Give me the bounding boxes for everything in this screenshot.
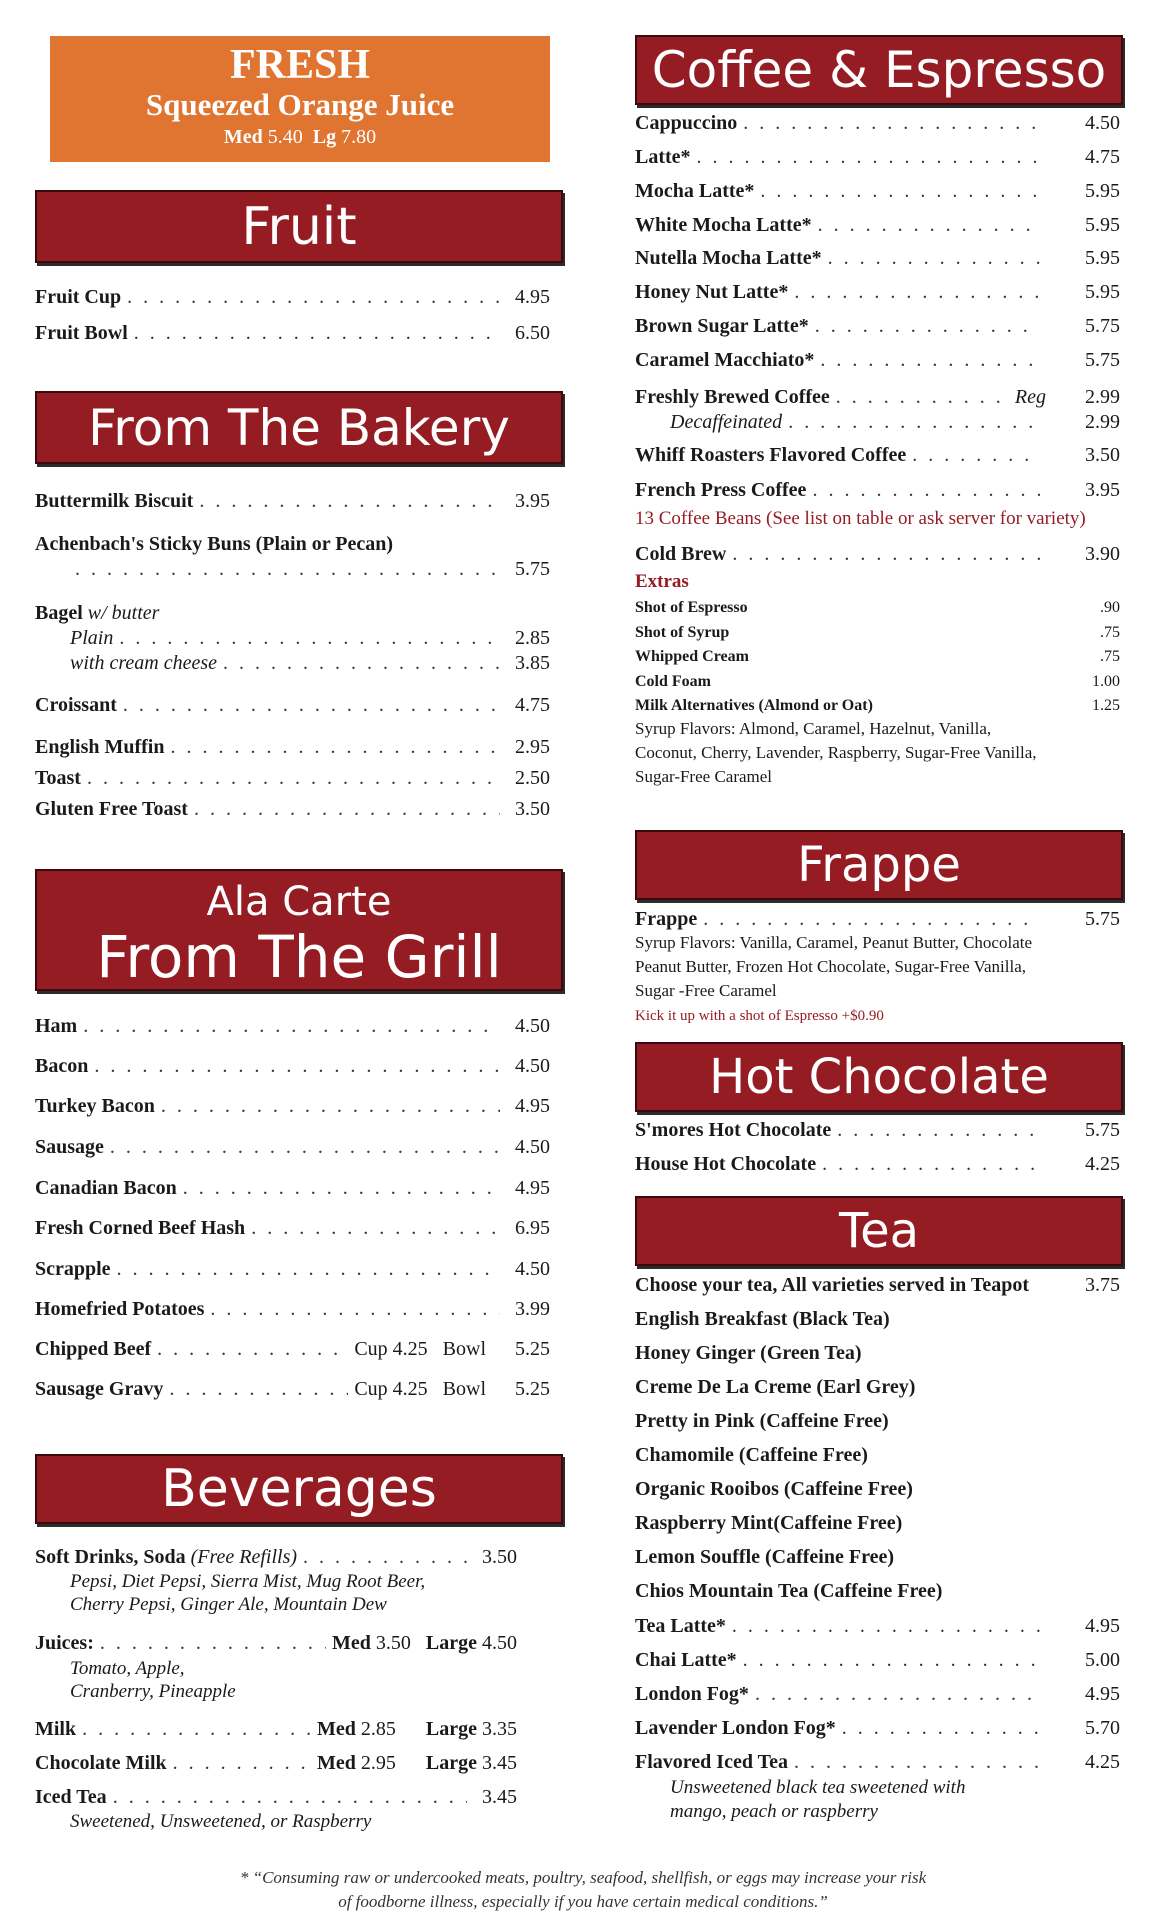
menu-item: Bagel w/ butter bbox=[35, 602, 160, 624]
menu-item: Choose your tea, All varieties served in Teapot 3.75 bbox=[635, 1274, 1120, 1296]
menu-item: Gluten Free Toast . . . 3.50 bbox=[35, 796, 550, 822]
menu-item: Bacon . . . 4.50 bbox=[35, 1053, 550, 1079]
iced-tea-varieties: Sweetened, Unsweetened, or Raspberry bbox=[70, 1811, 372, 1832]
menu-item: Latte* . . . 4.75 bbox=[635, 144, 1120, 170]
menu-item: Buttermilk Biscuit . . . 3.95 bbox=[35, 488, 550, 514]
consumer-advisory: of foodborne illness, especially if you have certain medical conditions.” bbox=[338, 1892, 828, 1911]
frappe-espresso-note: Kick it up with a shot of Espresso +$0.90 bbox=[635, 1008, 884, 1024]
menu-item: English Muffin . . . 2.95 bbox=[35, 734, 550, 760]
menu-item: Fruit Cup . . . 4.95 bbox=[35, 284, 550, 310]
frappe-flavors: Syrup Flavors: Vanilla, Caramel, Peanut Butter, Chocolate bbox=[635, 933, 1033, 952]
section-header-tea: Tea bbox=[635, 1196, 1123, 1266]
section-header-hot-chocolate: Hot Chocolate bbox=[635, 1042, 1123, 1112]
tea-variety: Raspberry Mint(Caffeine Free) bbox=[635, 1512, 903, 1534]
extra-item: Shot of Espresso .90 bbox=[635, 599, 1120, 616]
tea-variety: Chamomile (Caffeine Free) bbox=[635, 1444, 868, 1466]
menu-item: Chai Latte* . . . 5.00 bbox=[635, 1647, 1120, 1673]
tea-variety: Chios Mountain Tea (Caffeine Free) bbox=[635, 1580, 943, 1602]
menu-item: Iced Tea . . . 3.45 bbox=[35, 1784, 517, 1810]
menu-item: Freshly Brewed Coffee . . . Reg 2.99 bbox=[635, 384, 1120, 410]
menu-item: Juices: . . . Med 3.50 Large 4.50 bbox=[35, 1630, 517, 1656]
extra-item: Shot of Syrup .75 bbox=[635, 623, 1120, 641]
section-header-grill bbox=[35, 869, 563, 991]
juice-varieties: Tomato, Apple, bbox=[70, 1658, 185, 1679]
menu-item: Cappuccino . . . 4.50 bbox=[635, 110, 1120, 136]
menu-item: House Hot Chocolate . . . 4.25 bbox=[635, 1151, 1120, 1177]
menu-item: Sausage . . . 4.50 bbox=[35, 1134, 550, 1160]
tea-variety: Honey Ginger (Green Tea) bbox=[635, 1342, 862, 1364]
frappe-flavors: Peanut Butter, Frozen Hot Chocolate, Sugar-Free Vanilla, bbox=[635, 957, 1026, 976]
menu-item: Achenbach's Sticky Buns (Plain or Pecan) bbox=[35, 533, 393, 555]
menu-item: Sausage Gravy . . . Cup 4.25 Bowl 5.25 bbox=[35, 1376, 550, 1402]
menu-item: Cold Brew . . . 3.90 bbox=[635, 541, 1120, 567]
section-header-coffee: Coffee & Espresso bbox=[635, 35, 1123, 105]
menu-item: Fresh Corned Beef Hash . . . 6.95 bbox=[35, 1215, 550, 1241]
juice-varieties: Cranberry, Pineapple bbox=[70, 1681, 236, 1702]
menu-item: S'mores Hot Chocolate . . . 5.75 bbox=[635, 1117, 1120, 1143]
soda-varieties: Pepsi, Diet Pepsi, Sierra Mist, Mug Root Beer, bbox=[70, 1571, 426, 1592]
frappe-flavors: Sugar -Free Caramel bbox=[635, 981, 777, 1000]
coffee-beans-note: 13 Coffee Beans (See list on table or ask server for variety) bbox=[635, 508, 1086, 529]
extra-item: Cold Foam 1.00 bbox=[635, 672, 1120, 690]
menu-item: Brown Sugar Latte* . . . 5.75 bbox=[635, 313, 1120, 339]
menu-item: Toast . . . 2.50 bbox=[35, 765, 550, 791]
iced-tea-note: mango, peach or raspberry bbox=[670, 1801, 878, 1822]
iced-tea-note: Unsweetened black tea sweetened with bbox=[670, 1777, 966, 1798]
menu-item: Mocha Latte* . . . 5.95 bbox=[635, 178, 1120, 204]
menu-item: Turkey Bacon . . . 4.95 bbox=[35, 1093, 550, 1119]
menu-item-sub: Plain . . . 2.85 bbox=[35, 625, 550, 651]
menu-item: Scrapple . . . 4.50 bbox=[35, 1256, 550, 1282]
section-header-beverages: Beverages bbox=[35, 1454, 563, 1524]
menu-item: Chocolate Milk . . . Med 2.95 Large 3.45 bbox=[35, 1750, 517, 1776]
menu-item: Tea Latte* . . . 4.95 bbox=[635, 1613, 1120, 1639]
soda-varieties: Cherry Pepsi, Ginger Ale, Mountain Dew bbox=[70, 1594, 387, 1615]
menu-item: Nutella Mocha Latte* . . . 5.95 bbox=[635, 245, 1120, 271]
syrup-flavors: Sugar-Free Caramel bbox=[635, 767, 773, 786]
menu-item-sub: Decaffeinated . . . 2.99 bbox=[635, 409, 1120, 435]
menu-item: Caramel Macchiato* . . . 5.75 bbox=[635, 347, 1120, 373]
menu-item: Whiff Roasters Flavored Coffee . . . 3.50 bbox=[635, 442, 1120, 468]
tea-variety: Creme De La Creme (Earl Grey) bbox=[635, 1376, 916, 1398]
menu-item: Canadian Bacon . . . 4.95 bbox=[35, 1175, 550, 1201]
menu-item: Chipped Beef . . . Cup 4.25 Bowl 5.25 bbox=[35, 1336, 550, 1362]
menu-item: Milk . . . Med 2.85 Large 3.35 bbox=[35, 1716, 517, 1742]
consumer-advisory: * “Consuming raw or undercooked meats, poultry, seafood, shellfish, or eggs may increase your risk bbox=[239, 1868, 927, 1887]
menu-item: Flavored Iced Tea . . . 4.25 bbox=[635, 1749, 1120, 1775]
tea-variety: Pretty in Pink (Caffeine Free) bbox=[635, 1410, 889, 1432]
menu-item: Homefried Potatoes . . . 3.99 bbox=[35, 1296, 550, 1322]
menu-item-price-line: . . . 5.75 bbox=[35, 556, 550, 582]
tea-variety: Organic Rooibos (Caffeine Free) bbox=[635, 1478, 913, 1500]
section-header-fruit: Fruit bbox=[35, 190, 563, 263]
menu-item-sub: with cream cheese . . . 3.85 bbox=[35, 650, 550, 676]
grill-header-main: From The Grill bbox=[96, 923, 502, 991]
menu-item: Soft Drinks, Soda (Free Refills) . . . 3.50 bbox=[35, 1544, 517, 1570]
fresh-prices: Med 5.40 Lg 7.80 bbox=[223, 126, 377, 148]
extras-title: Extras bbox=[635, 571, 689, 592]
fresh-juice-banner bbox=[50, 36, 550, 162]
menu-item: Ham . . . 4.50 bbox=[35, 1013, 550, 1039]
tea-variety: Lemon Souffle (Caffeine Free) bbox=[635, 1546, 895, 1568]
fresh-subtitle: Squeezed Orange Juice bbox=[145, 87, 455, 122]
menu-item: London Fog* . . . 4.95 bbox=[635, 1681, 1120, 1707]
menu-item: Croissant . . . 4.75 bbox=[35, 692, 550, 718]
menu-item: Lavender London Fog* . . . 5.70 bbox=[635, 1715, 1120, 1741]
extra-item: Whipped Cream .75 bbox=[635, 648, 1120, 665]
syrup-flavors: Coconut, Cherry, Lavender, Raspberry, Sugar-Free Vanilla, bbox=[635, 743, 1037, 762]
grill-header-top: Ala Carte bbox=[206, 879, 392, 925]
syrup-flavors: Syrup Flavors: Almond, Caramel, Hazelnut, Vanilla, bbox=[635, 719, 992, 738]
extra-item: Milk Alternatives (Almond or Oat) 1.25 bbox=[635, 697, 1120, 714]
menu-item: Frappe . . . 5.75 bbox=[635, 906, 1120, 932]
menu-item: Fruit Bowl . . . 6.50 bbox=[35, 320, 550, 346]
tea-variety: English Breakfast (Black Tea) bbox=[635, 1308, 890, 1330]
menu-item: French Press Coffee . . . 3.95 bbox=[635, 477, 1120, 503]
section-header-bakery: From The Bakery bbox=[35, 391, 563, 464]
fresh-title: FRESH bbox=[229, 42, 371, 88]
menu-item: Honey Nut Latte* . . . 5.95 bbox=[635, 279, 1120, 305]
section-header-frappe: Frappe bbox=[635, 830, 1123, 900]
menu-item: White Mocha Latte* . . . 5.95 bbox=[635, 212, 1120, 238]
